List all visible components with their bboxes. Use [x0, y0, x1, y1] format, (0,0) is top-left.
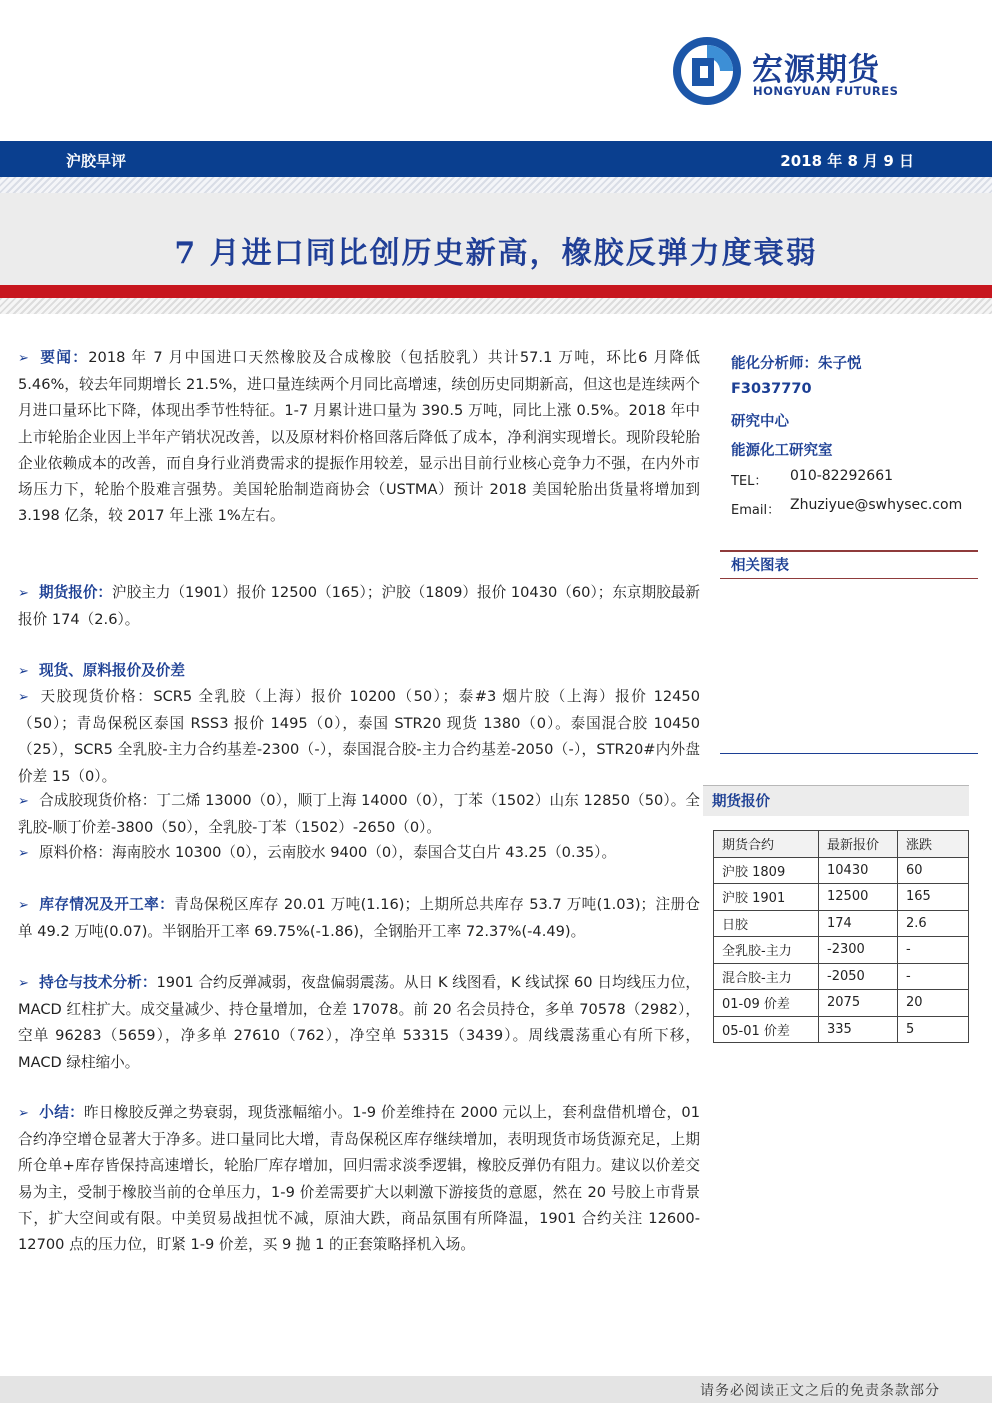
summary-paragraph [18, 1100, 700, 1258]
disclaimer-notice: 请务必阅读正文之后的免责条款部分 [700, 1383, 940, 1399]
futures-text: 沪胶主力（1901）报价 12500（165）；沪胶（1809）报价 10430（60）；东京期胶最新报价 174（2.6）。 [18, 584, 700, 629]
position-label: 持仓与技术分析： [39, 974, 157, 991]
email-label: Email： [731, 503, 781, 518]
report-title: 7 月进口同比创历史新高，橡胶反弹力度衰弱 [174, 236, 818, 271]
table-row [714, 963, 969, 990]
table-cell: 12500 [819, 884, 898, 911]
bullet-arrow-icon: ➢ [18, 794, 29, 809]
research-center: 研究中心 [731, 414, 789, 430]
table-row [714, 1016, 969, 1043]
related-charts-divider [720, 753, 978, 754]
title-underline-shadow [0, 298, 992, 314]
title-underline [0, 285, 992, 298]
bullet-arrow-icon: ➢ [18, 976, 29, 991]
inventory-paragraph [18, 892, 700, 945]
analyst-license: F3037770 [731, 381, 812, 397]
bullet-arrow-icon: ➢ [18, 898, 29, 913]
futures-quote-title: 期货报价 [712, 794, 770, 810]
table-header-cell: 期货合约 [714, 831, 819, 858]
table-header-cell: 最新报价 [819, 831, 898, 858]
summary-text: 昨日橡胶反弹之势衰弱，现货涨幅缩小。1-9 价差维持在 2000 元以上，套利盘借机增仓，01 合约净空增仓显著大于净多。进口量同比大增，青岛保税区库存继续增加，表明现货市场货源充足，上期所仓单+库存皆保持高速增长，轮胎厂库存增加，回归需求淡季逻辑，橡胶反弹仍有阻力。建议以价差交易为主，受制于橡胶当前的仓单压力，1-9 价差需要扩大以刺激下游接货的意愿，然在 20 号胶上市背景下，扩大空间或有限。中美贸易战担忧不减，原油大跌，商品氛围有所降温，1901 合约关注 12600-12700 点的压力位，盯紧 1-9 价差，买 9 抛 1 的正套策略择机入场。 [18, 1104, 700, 1254]
inventory-label: 库存情况及开工率： [39, 896, 175, 913]
analyst-name: 能化分析师：朱子悦 [731, 356, 862, 372]
table-cell: 60 [898, 857, 969, 884]
brand-name-cn: 宏源期货 [752, 52, 880, 88]
table-header-row [714, 831, 969, 858]
futures-paragraph [18, 580, 700, 633]
related-charts-title: 相关图表 [731, 558, 789, 574]
news-paragraph [18, 345, 700, 529]
table-header-cell: 涨跌 [898, 831, 969, 858]
bullet-arrow-icon: ➢ [18, 351, 29, 366]
table-row [714, 990, 969, 1017]
tel-label: TEL： [731, 474, 768, 489]
table-cell: - [898, 937, 969, 964]
bullet-arrow-icon: ➢ [18, 586, 29, 601]
spot-natural-rubber: ➢ 天胶现货价格：SCR5 全乳胶（上海）报价 10200（50）；泰#3 烟片胶（上海）报价 12450（50）；青岛保税区泰国 RSS3 报价 1495（0），泰国 STR20 现货 1380（0）。泰国混合胶 10450（25），SCR5 全乳胶-主力合约基差-2300（-），泰国混合胶-主力合约基差-2050（-），STR20#内外盘价差 15（0）。 [18, 684, 700, 790]
table-cell: 日胶 [714, 910, 819, 937]
futures-label: 期货报价： [39, 584, 113, 601]
news-text: 2018 年 7 月中国进口天然橡胶及合成橡胶（包括胶乳）共计57.1 万吨，环比6 月降低5.46%，较去年同期增长 21.5%，进口量连续两个月同比高增速，续创历史同期新高，但这也是连续两个月进口量环比下降，体现出季节性特征。1-7 月累计进口量为 390.5 万吨，同比上涨 0.5%。2018 年中上市轮胎企业因上半年产销状况改善，以及原材料价格回落后降低了成本，净利润实现增长。现阶段轮胎企业依赖成本的改善，而自身行业消费需求的提振作用较差，显示出目前行业核心竞争力不强，在内外市场压力下，轮胎个股难言强势。美国轮胎制造商协会（USTMA）预计 2018 美国轮胎出货量将增加到 3.198 亿条，较 2017 年上涨 1%左右。 [18, 349, 700, 525]
spot-label: 现货、原料报价及价差 [39, 662, 185, 679]
table-cell: 沪胶 1901 [714, 884, 819, 911]
table-row [714, 857, 969, 884]
report-category: 沪胶早评 [66, 152, 127, 170]
table-cell: 沪胶 1809 [714, 857, 819, 884]
tel-value: 010-82292661 [790, 468, 894, 484]
table-cell: 2.6 [898, 910, 969, 937]
email-link[interactable]: Zhuziyue@swhysec.com [790, 497, 963, 513]
table-cell: 01-09 价差 [714, 990, 819, 1017]
table-cell: 5 [898, 1016, 969, 1043]
table-row [714, 937, 969, 964]
table-cell: 05-01 价差 [714, 1016, 819, 1043]
table-cell: 174 [819, 910, 898, 937]
summary-label: 小结： [39, 1104, 85, 1121]
table-row [714, 910, 969, 937]
position-text: 1901 合约反弹减弱，夜盘偏弱震荡。从日 K 线图看，K 线试探 60 日均线压力位，MACD 红柱扩大。成交量减少、持仓量增加，仓差 17078。前 20 名会员持仓，多单 70578（2982），空单 96283（5659），净多单 27610（762），净空单 53315（3439）。周线震荡重心有所下移，MACD 绿柱缩小。 [18, 974, 700, 1071]
table-cell: -2050 [819, 963, 898, 990]
spot-heading [18, 658, 700, 685]
report-date: 2018 年 8 月 9 日 [780, 152, 914, 170]
table-cell: 2075 [819, 990, 898, 1017]
table-cell: 全乳胶-主力 [714, 937, 819, 964]
inventory-text: 青岛保税区库存 20.01 万吨(1.16)；上期所总共库存 53.7 万吨(1.03)；注册仓单 49.2 万吨(0.07)。半钢胎开工率 69.75%(-1.86)，全钢胎开工率 72.37%(-4.49)。 [18, 896, 700, 941]
table-cell: 10430 [819, 857, 898, 884]
table-row [714, 884, 969, 911]
research-team: 能源化工研究室 [731, 443, 833, 459]
hongyuan-logo [672, 36, 742, 106]
spot-raw-material: ➢ 原料价格：海南胶水 10300（0），云南胶水 9400（0），泰国合艾白片 43.25（0.35）。 [18, 840, 700, 867]
header-bar-shadow [0, 177, 992, 193]
futures-quote-table [713, 830, 969, 1043]
table-cell: - [898, 963, 969, 990]
position-paragraph [18, 970, 700, 1076]
table-cell: 165 [898, 884, 969, 911]
bullet-arrow-icon: ➢ [18, 690, 29, 705]
bullet-arrow-icon: ➢ [18, 1106, 29, 1121]
table-cell: -2300 [819, 937, 898, 964]
table-cell: 混合胶-主力 [714, 963, 819, 990]
bullet-arrow-icon: ➢ [18, 664, 29, 679]
table-cell: 335 [819, 1016, 898, 1043]
bullet-arrow-icon: ➢ [18, 846, 29, 861]
spot-synthetic-rubber: ➢ 合成胶现货价格：丁二烯 13000（0），顺丁上海 14000（0），丁苯（1502）山东 12850（50）。全乳胶-顺丁价差-3800（50），全乳胶-丁苯（1502）-2650（0）。 [18, 788, 700, 841]
brand-name-en: HONGYUAN FUTURES [753, 84, 899, 98]
news-label: 要闻： [39, 349, 89, 366]
table-cell: 20 [898, 990, 969, 1017]
